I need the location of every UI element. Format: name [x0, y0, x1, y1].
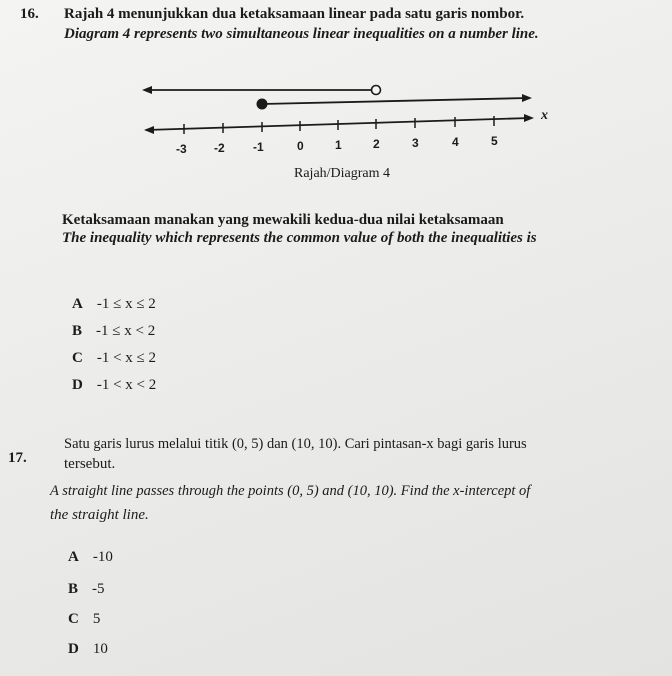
option-letter: D	[68, 641, 79, 657]
tick-label: 4	[452, 135, 459, 149]
number-line-diagram	[140, 80, 560, 160]
option-text: -10	[92, 549, 113, 565]
q17-option-a[interactable]	[68, 548, 113, 566]
q16-text-malay: Rajah 4 menunjukkan dua ketaksamaan linear pada satu garis nombor.	[64, 6, 525, 22]
option-letter: A	[72, 296, 83, 312]
option-letter: A	[68, 549, 79, 565]
tick-label: -1	[253, 140, 264, 154]
q16-option-c[interactable]	[72, 349, 156, 367]
q17-text-malay-line2: tersebut.	[64, 456, 116, 472]
option-letter: B	[68, 581, 79, 597]
inequality-1-arrow	[142, 86, 381, 95]
tick-label: 3	[412, 136, 419, 150]
q17-number: 17.	[8, 450, 27, 466]
option-text: -1 < x ≤ 2	[96, 350, 157, 366]
option-letter: C	[68, 611, 79, 627]
axis-label-x: x	[541, 108, 548, 123]
q17-option-d[interactable]	[68, 640, 108, 658]
option-letter: D	[72, 377, 83, 393]
option-text: -5	[92, 581, 105, 597]
q17-text-english-line2: the straight line.	[50, 507, 149, 523]
tick-label: 1	[335, 138, 342, 152]
q16-prompt-malay: Ketaksamaan manakan yang mewakili kedua-dua nilai ketaksamaan	[62, 212, 504, 228]
option-letter: B	[72, 323, 83, 339]
option-text: -1 ≤ x < 2	[96, 323, 156, 339]
tick-marks	[184, 116, 494, 134]
q17-option-c[interactable]	[68, 610, 100, 628]
diagram-caption: Rajah/Diagram 4	[294, 166, 391, 181]
option-text: 5	[92, 611, 101, 627]
q17-text-malay-line1: Satu garis lurus melalui titik (0, 5) dan (10, 10). Cari pintasan-x bagi garis lurus	[64, 436, 527, 452]
tick-label: 0	[297, 139, 304, 153]
q16-option-d[interactable]	[72, 376, 156, 394]
option-text: -1 < x < 2	[96, 377, 157, 393]
tick-label: -2	[214, 141, 225, 155]
tick-label: 2	[373, 137, 380, 151]
inequality-2-arrow	[257, 94, 533, 110]
option-letter: C	[72, 350, 83, 366]
q17-text-english-line1: A straight line passes through the points (0, 5) and (10, 10). Find the x-intercept of	[50, 483, 531, 499]
q16-option-a[interactable]	[72, 295, 156, 313]
option-text: 10	[92, 641, 108, 657]
q16-number: 16.	[20, 6, 39, 22]
x-axis	[144, 114, 534, 134]
q16-prompt-english: The inequality which represents the common value of both the inequalities is	[62, 230, 537, 246]
q17-option-b[interactable]	[68, 580, 105, 598]
q16-text-english: Diagram 4 represents two simultaneous linear inequalities on a number line.	[64, 26, 539, 42]
q16-option-b[interactable]	[72, 322, 155, 340]
tick-label: -3	[176, 142, 187, 156]
tick-label: 5	[491, 134, 498, 148]
option-text: -1 ≤ x ≤ 2	[96, 296, 156, 312]
